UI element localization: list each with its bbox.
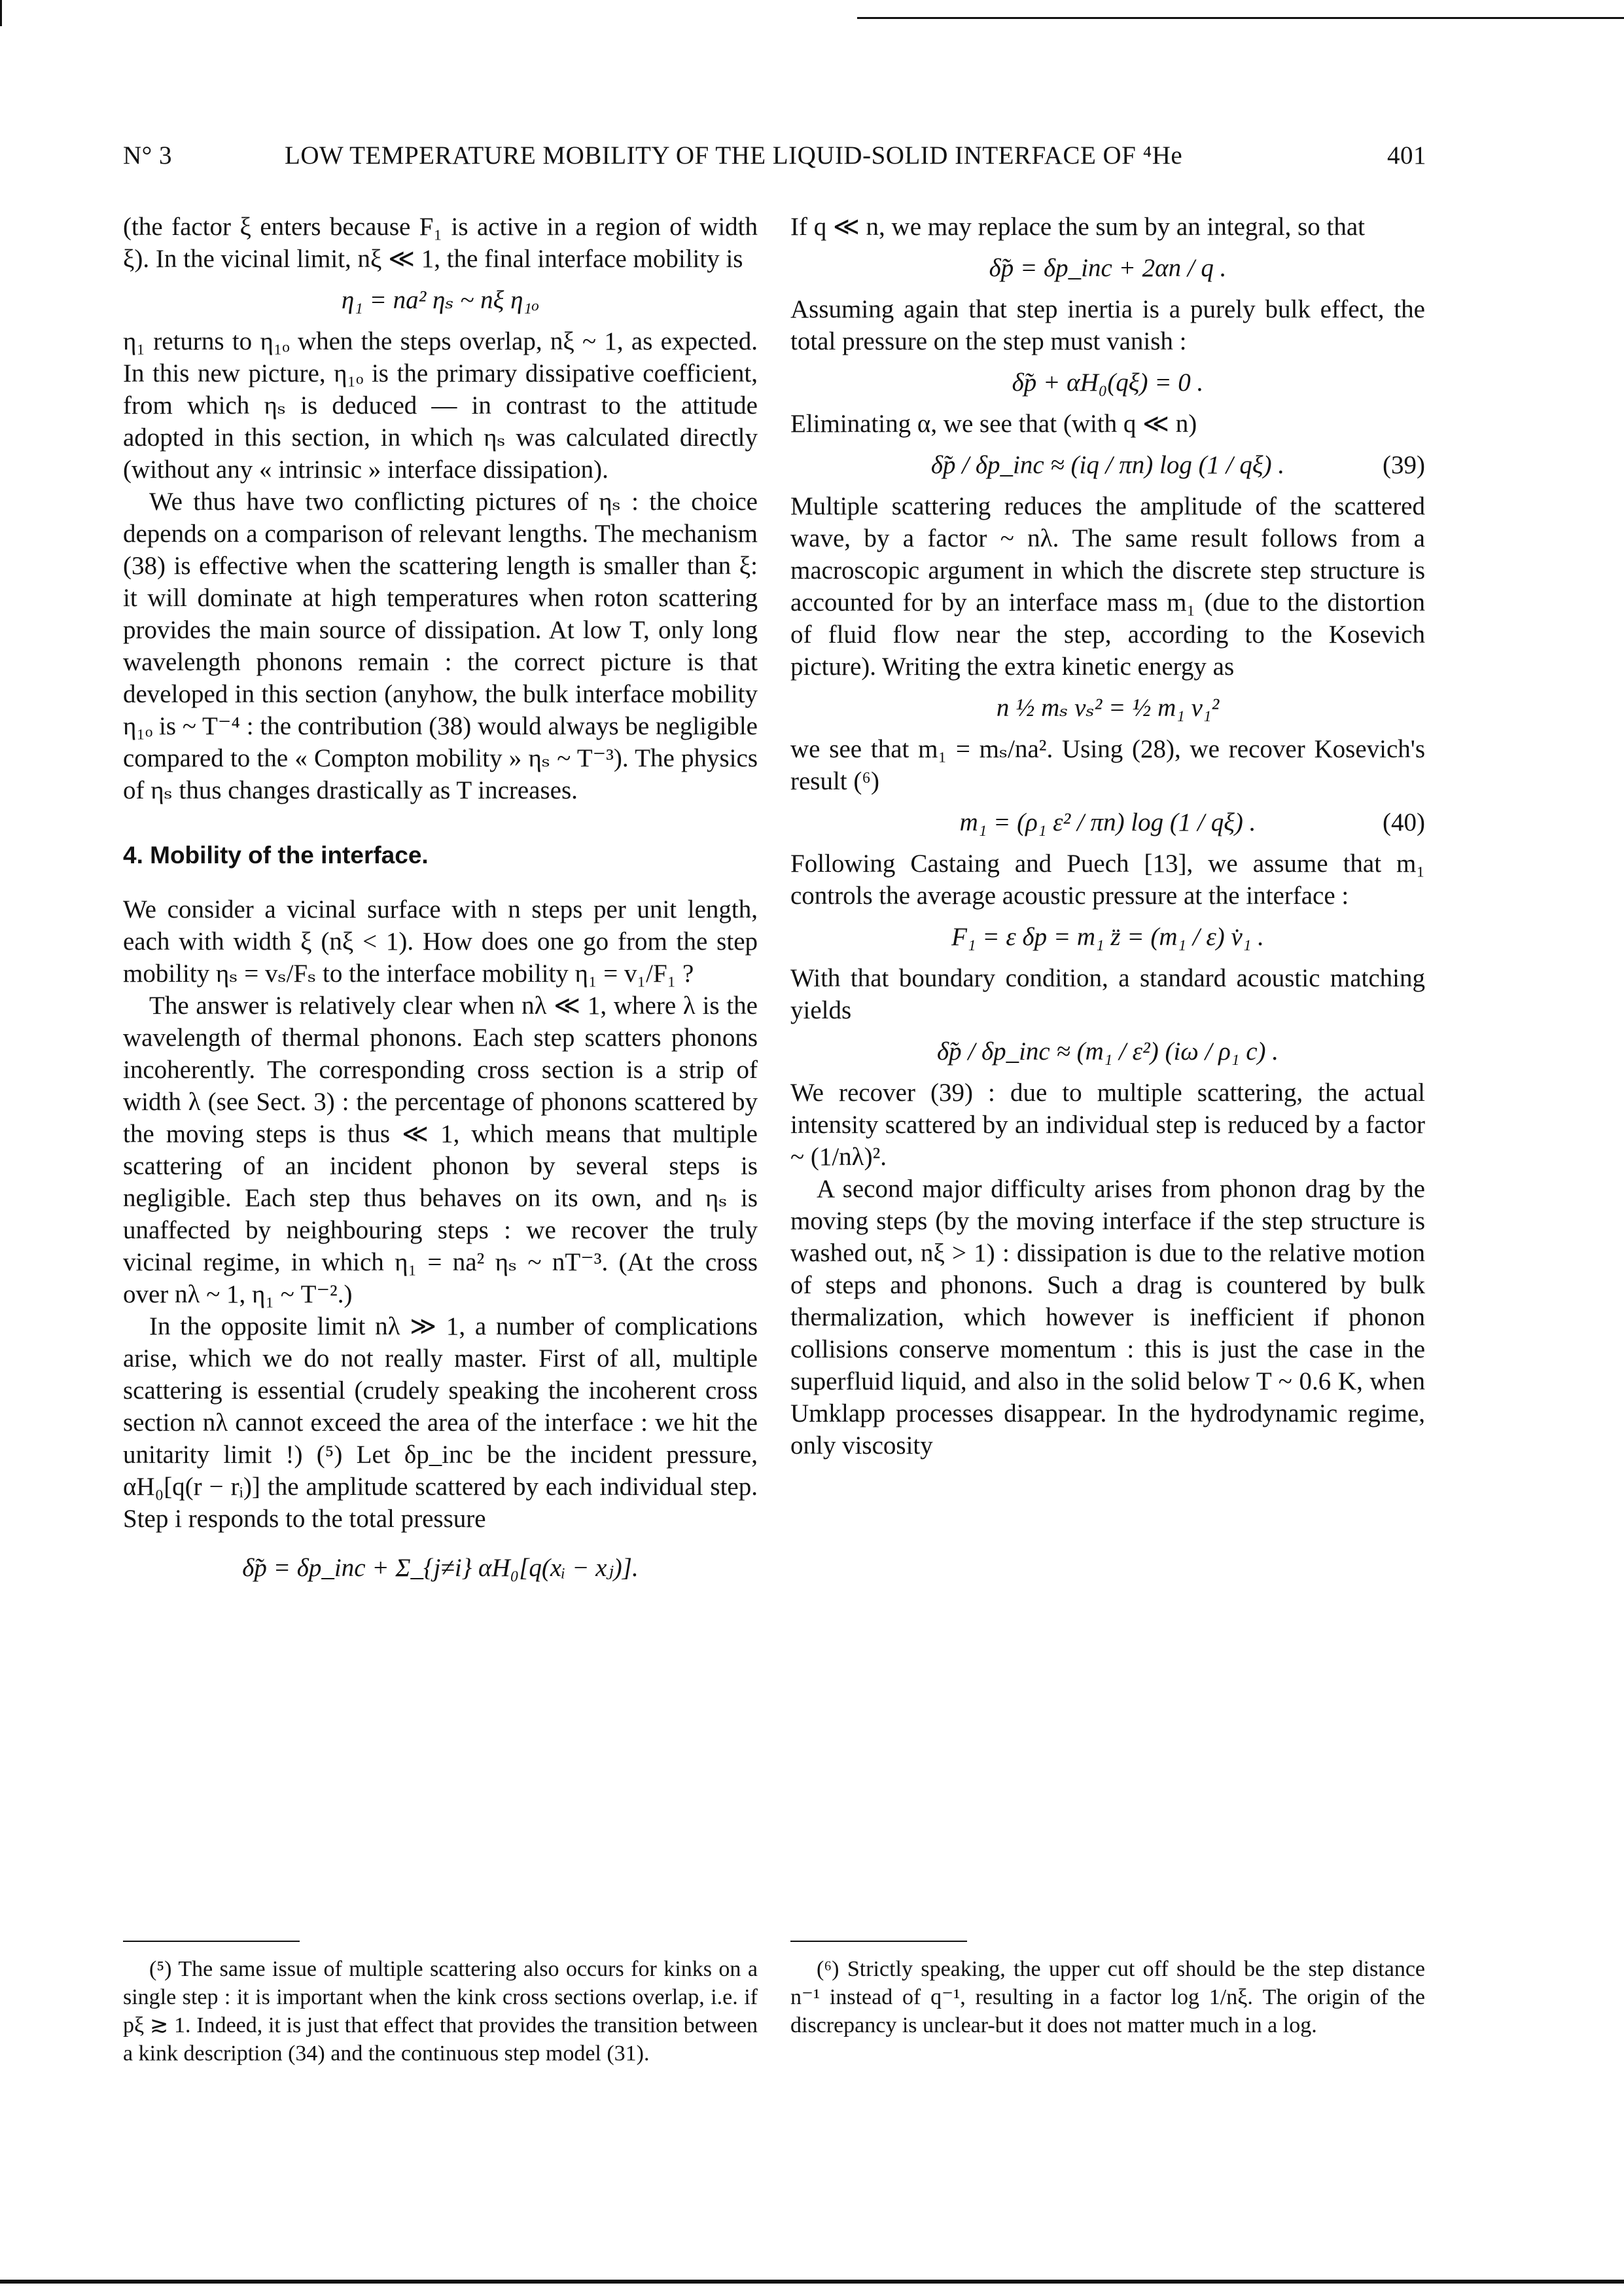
equation: η₁ = na² ηₛ ~ nξ η₁ₒ xyxy=(341,286,540,314)
top-rule xyxy=(857,17,1624,19)
equation-39 xyxy=(790,449,1425,481)
paragraph: (the factor ξ enters because F₁ is active in a region of width ξ). In the vicinal limit, nξ ≪ 1, the final interface mobility is xyxy=(123,213,758,273)
equation: F₁ = ε δp = m₁ z̈ = (m₁ / ε) v̇₁ . xyxy=(951,923,1264,951)
footnote-text: (⁶) Strictly speaking, the upper cut off should be the step distance n⁻¹ instead of q⁻¹, resulting in a factor log 1/nξ. The origin of the discrepancy is unclear-but it does not matter much in a log. xyxy=(790,1957,1425,2037)
equation-number: (40) xyxy=(1383,808,1425,836)
page-number: 401 xyxy=(1387,141,1426,170)
bottom-rule xyxy=(0,2280,1624,2284)
equation: δ̃p = δp_inc + 2αn / q . xyxy=(989,254,1227,282)
paragraph: Assuming again that step inertia is a purely bulk effect, the total pressure on the step must vanish : xyxy=(790,295,1425,355)
paragraph: In the opposite limit nλ ≫ 1, a number of complications arise, which we do not really master. First of all, multiple scattering is essential (crudely speaking the incoherent cross section nλ cannot exceed the area of the interface : we hit the unitarity limit !) (⁵) Let δp_inc be the incident pressure, αH₀[q(r − rᵢ)] the amplitude scattered by each individual step. Step i responds to the total pressure xyxy=(123,1312,758,1533)
equation-40 xyxy=(790,806,1425,838)
left-column xyxy=(123,211,758,1593)
paragraph: We consider a vicinal surface with n steps per unit length, each with width ξ (nξ < 1). How does one go from the step mobility ηₛ = vₛ/Fₛ to the interface mobility η₁ = v₁/F₁ ? xyxy=(123,895,758,988)
footnote-rule xyxy=(790,1941,967,1942)
right-column xyxy=(790,211,1425,1462)
equation: n ½ mₛ vₛ² = ½ m₁ v₁² xyxy=(996,694,1220,722)
issue-number: N° 3 xyxy=(123,141,173,170)
paragraph: A second major difficulty arises from phonon drag by the moving steps (by the moving interface if the step structure is washed out, nξ > 1) : dissipation is due to the relative motion of steps and phonons. Such a drag is countered by bulk thermalization, which however is inefficient if phonon collisions conserve momentum : this is just the case in the superfluid liquid, and also in the solid below T ~ 0.6 K, when Umklapp processes disappear. In the hydrodynamic regime, only viscosity xyxy=(790,1175,1425,1460)
footnote-5 xyxy=(123,1941,758,2068)
equation: δ̃p / δp_inc ≈ (m₁ / ε²) (iω / ρ₁ c) . xyxy=(936,1037,1279,1066)
paragraph: Multiple scattering reduces the amplitude of the scattered wave, by a factor ~ nλ. The same result follows from a macroscopic argument in which the discrete step structure is accounted for by an interface mass m₁ (due to the distortion of fluid flow near the step, according to the Kosevich picture). Writing the extra kinetic energy as xyxy=(790,492,1425,681)
footnote-text: (⁵) The same issue of multiple scattering also occurs for kinks on a single step : it is important when the kink cross sections overlap, i.e. if pξ ≳ 1. Indeed, it is just that effect that provides the transition between a kink description (34) and the continuous step model (31). xyxy=(123,1957,758,2066)
equation-body: δ̃p / δp_inc ≈ (iq / πn) log (1 / qξ) . xyxy=(930,451,1285,479)
equation-body: m₁ = (ρ₁ ε² / πn) log (1 / qξ) . xyxy=(959,808,1256,836)
footnote-rule xyxy=(123,1941,300,1942)
paragraph: Following Castaing and Puech [13], we assume that m₁ controls the average acoustic pressure at the interface : xyxy=(790,850,1425,910)
equation: δ̃p = δp_inc + Σ_{j≠i} αH₀[q(xᵢ − xⱼ)]. xyxy=(242,1554,639,1582)
paragraph: With that boundary condition, a standard acoustic matching yields xyxy=(790,964,1425,1024)
equation-number: (39) xyxy=(1383,451,1425,479)
equation: δ̃p + αH₀(qξ) = 0 . xyxy=(1012,368,1204,397)
paragraph: The answer is relatively clear when nλ ≪ 1, where λ is the wavelength of thermal phonons. Each step scatters phonons incoherently. The corresponding cross section is a strip of width λ (see Sect. 3) : the percentage of phonons scattered by the moving steps is thus ≪ 1, which means that multiple scattering of an incident phonon by several steps is negligible. Each step thus behaves on its own, and ηₛ is unaffected by neighbouring steps : we recover the truly vicinal regime, in which η₁ = na² ηₛ ~ nT⁻³. (At the cross over nλ ~ 1, η₁ ~ T⁻².) xyxy=(123,992,758,1308)
paragraph: We thus have two conflicting pictures of ηₛ : the choice depends on a comparison of relevant lengths. The mechanism (38) is effective when the scattering length is smaller than ξ: it will dominate at high temperatures when roton scattering provides the main source of dissipation. At low T, only long wavelength phonons remain : the correct picture is that developed in this section (anyhow, the bulk interface mobility η₁ₒ is ~ T⁻⁴ : the contribution (38) would always be negligible compared to the « Compton mobility » ηₛ ~ T⁻³). The physics of ηₛ thus changes drastically as T increases. xyxy=(123,488,758,804)
left-edge-mark xyxy=(0,0,2,26)
paragraph: Eliminating α, we see that (with q ≪ n) xyxy=(790,410,1197,438)
paragraph: If q ≪ n, we may replace the sum by an integral, so that xyxy=(790,213,1365,241)
section-heading: 4. Mobility of the interface. xyxy=(123,842,429,869)
paragraph: We recover (39) : due to multiple scattering, the actual intensity scattered by an individual step is reduced by a factor ~ (1/nλ)². xyxy=(790,1079,1425,1171)
running-title: LOW TEMPERATURE MOBILITY OF THE LIQUID-SOLID INTERFACE OF ⁴He xyxy=(285,141,1183,170)
footnote-6 xyxy=(790,1941,1425,2039)
paragraph: we see that m₁ = mₛ/na². Using (28), we recover Kosevich's result (⁶) xyxy=(790,735,1425,795)
paragraph: η₁ returns to η₁ₒ when the steps overlap, nξ ~ 1, as expected. In this new picture, η₁ₒ is the primary dissipative coefficient, from which ηₛ is deduced — in contrast to the attitude adopted in this section, in which ηₛ was calculated directly (without any « intrinsic » interface dissipation). xyxy=(123,327,758,484)
